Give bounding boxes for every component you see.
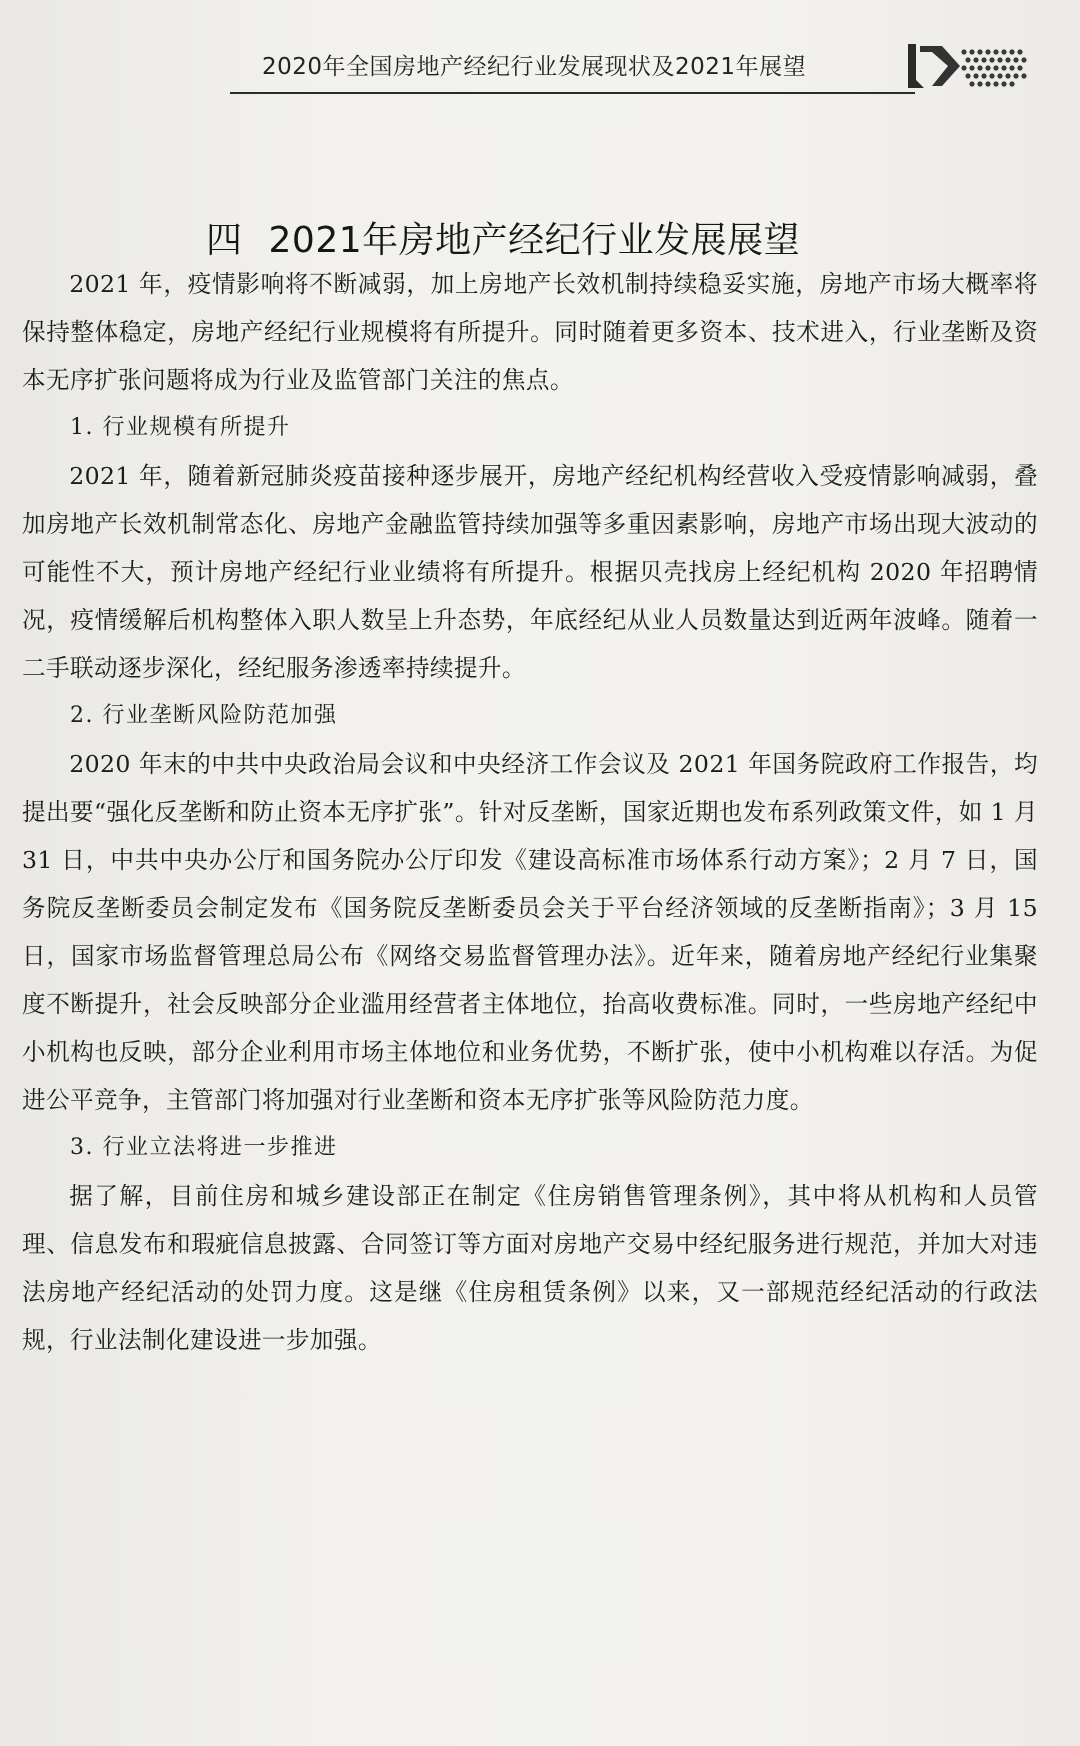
section-1-heading: 1. 行业规模有所提升 (70, 415, 291, 440)
intro-paragraph: 2021 年，疫情影响将不断减弱，加上房地产长效机制持续稳妥实施，房地产市场大概率将保持整体稳定，房地产经纪行业规模将有所提升。同时随着更多资本、技术进入，行业垄断及资本无序扩张问题将成为行业及监管部门关注的焦点。 (22, 270, 1038, 394)
header-emblem-icon (902, 40, 1042, 92)
body-text (22, 260, 1038, 1364)
running-title: 2020年全国房地产经纪行业发展现状及2021年展望 (262, 54, 807, 80)
running-header (230, 40, 1050, 96)
chapter-number: 四 (206, 220, 243, 262)
header-rule (230, 92, 915, 94)
section-1-paragraph: 2021 年，随着新冠肺炎疫苗接种逐步展开，房地产经纪机构经营收入受疫情影响减弱，叠加房地产长效机制常态化、房地产金融监管持续加强等多重因素影响，房地产市场出现大波动的可能性不大，预计房地产经纪行业业绩将有所提升。根据贝壳找房上经纪机构 2020 年招聘情况，疫情缓解后机构整体入职人数呈上升态势，年底经纪从业人员数量达到近两年波峰。随着一二手联动逐步深化，经纪服务渗透率持续提升。 (22, 462, 1038, 682)
chapter-heading (206, 212, 800, 263)
chapter-title: 2021年房地产经纪行业发展展望 (268, 220, 801, 262)
section-3-heading: 3. 行业立法将进一步推进 (70, 1135, 338, 1160)
section-2-heading: 2. 行业垄断风险防范加强 (70, 703, 338, 728)
section-3-paragraph: 据了解，目前住房和城乡建设部正在制定《住房销售管理条例》，其中将从机构和人员管理、信息发布和瑕疵信息披露、合同签订等方面对房地产交易中经纪服务进行规范，并加大对违法房地产经纪活动的处罚力度。这是继《住房租赁条例》以来，又一部规范经纪活动的行政法规，行业法制化建设进一步加强。 (22, 1182, 1038, 1354)
section-2-paragraph: 2020 年末的中共中央政治局会议和中央经济工作会议及 2021 年国务院政府工作报告，均提出要“强化反垄断和防止资本无序扩张”。针对反垄断，国家近期也发布系列政策文件，如 1 月 31 日，中共中央办公厅和国务院办公厅印发《建设高标准市场体系行动方案》；2 月 7 日，国务院反垄断委员会制定发布《国务院反垄断委员会关于平台经济领域的反垄断指南》；3 月 15 日，国家市场监督管理总局公布《网络交易监督管理办法》。近年来，随着房地产经纪行业集聚度不断提升，社会反映部分企业滥用经营者主体地位，抬高收费标准。同时，一些房地产经纪中小机构也反映，部分企业利用市场主体地位和业务优势，不断扩张，使中小机构难以存活。为促进公平竞争，主管部门将加强对行业垄断和资本无序扩张等风险防范力度。 (22, 750, 1038, 1114)
